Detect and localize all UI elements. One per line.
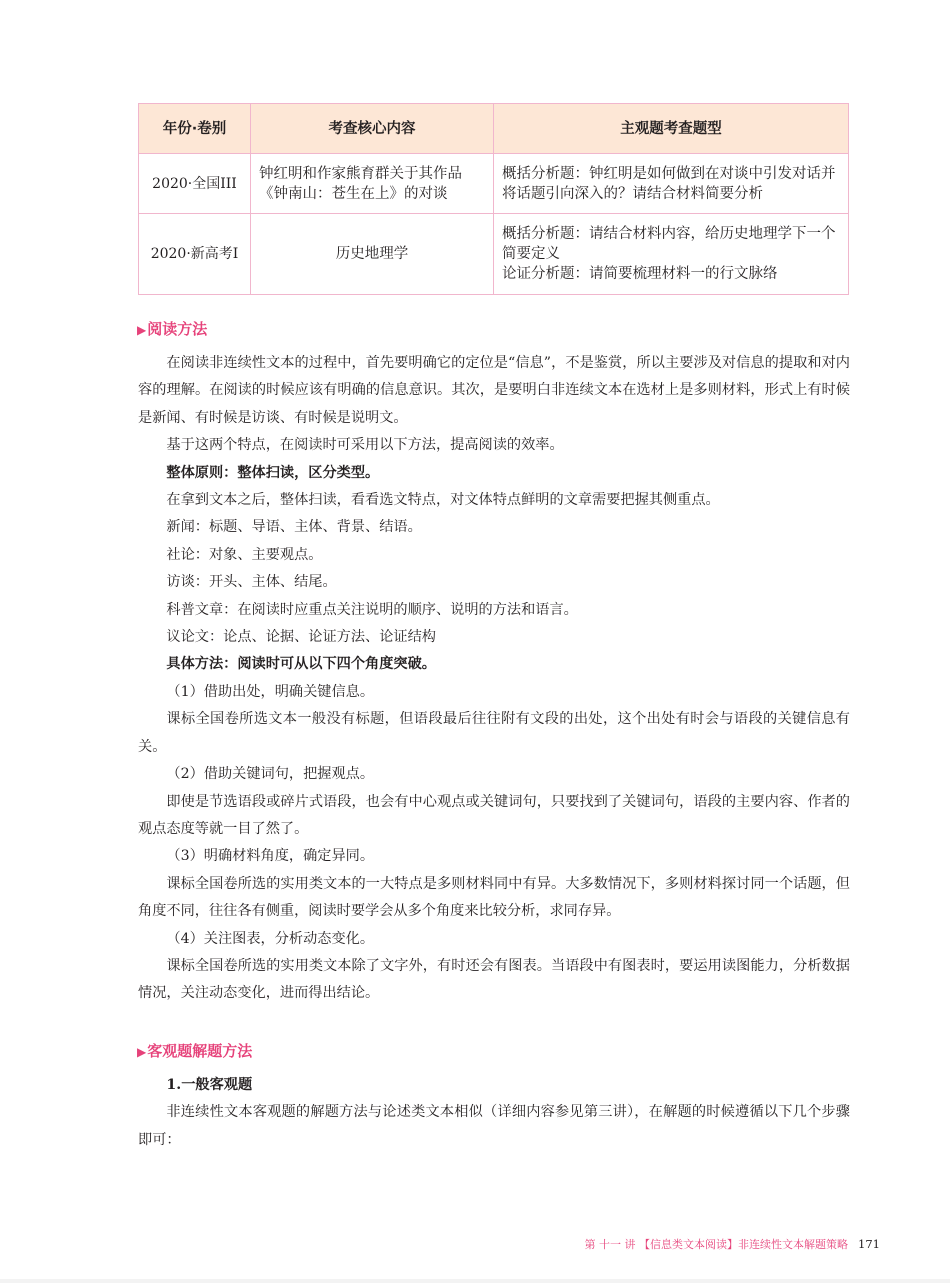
paragraph: （1）借助出处，明确关键信息。 — [166, 683, 375, 700]
table-cell-year: 2020·新高考I — [139, 214, 251, 295]
table-cell-questions — [494, 154, 849, 214]
section-body — [138, 350, 850, 1008]
section-heading-text: 客观题解题方法 — [147, 1042, 253, 1060]
table-header-cell: 考查核心内容 — [251, 104, 494, 154]
triangle-marker-icon: ▶ — [137, 323, 147, 337]
paragraph: 科普文章：在阅读时应重点关注说明的顺序、说明的方法和语言。 — [166, 601, 578, 618]
paragraph-bold: 整体原则：整体扫读，区分类型。 — [166, 464, 380, 481]
table-cell-questions — [494, 214, 849, 295]
page-number: 171 — [858, 1237, 880, 1251]
paragraph: 社论：对象、主要观点。 — [166, 546, 323, 563]
table-row — [139, 214, 849, 295]
section-body — [138, 1072, 850, 1154]
paragraph: （3）明确材料角度，确定异同。 — [166, 848, 375, 865]
paragraph: 议论文：论点、论据、论证方法、论证结构 — [166, 629, 436, 646]
paragraph: 在拿到文本之后，整体扫读，看看选文特点，对文体特点鲜明的文章需要把握其侧重点。 — [166, 492, 720, 509]
table-header-cell: 主观题考查题型 — [494, 104, 849, 154]
paragraph: 课标全国卷所选的实用类文本除了文字外，有时还会有图表。当语段中有图表时，要运用读图能力，分析数据情况，关注动态变化，进而得出结论。 — [138, 957, 850, 1002]
paragraph: 课标全国卷所选的实用类文本的一大特点是多则材料同中有异。大多数情况下，多则材料探讨同一个话题，但角度不同，往往各有侧重，阅读时要学会从多个角度来比较分析，求同存异。 — [138, 875, 850, 920]
paragraph-bold: 具体方法：阅读时可从以下四个角度突破。 — [166, 656, 436, 673]
table-cell-content: 钟红明和作家熊育群关于其作品《钟南山：苍生在上》的对谈 — [251, 154, 494, 214]
table-cell-year: 2020·全国III — [139, 154, 251, 214]
bottom-divider — [0, 1279, 950, 1283]
question-line: 概括分析题：钟红明是如何做到在对谈中引发对话并将话题引向深入的？请结合材料简要分析 — [502, 165, 836, 202]
table-header-row — [139, 104, 849, 154]
paragraph: 在阅读非连续性文本的过程中，首先要明确它的定位是“信息”，不是鉴赏，所以主要涉及对信息的提取和对内容的理解。在阅读的时候应该有明确的信息意识。其次，是要明白非连续文本在选材上是多则材料，形式上有时候是新闻、有时候是访谈、有时候是说明文。 — [138, 355, 850, 426]
paragraph: 访谈：开头、主体、结尾。 — [166, 574, 337, 591]
section-heading-text: 阅读方法 — [147, 320, 208, 338]
paragraph: （4）关注图表，分析动态变化。 — [166, 930, 375, 947]
footer-running-title: 第 十一 讲 【信息类文本阅读】非连续性文本解题策略 — [584, 1238, 849, 1251]
paragraph: 新闻：标题、导语、主体、背景、结语。 — [166, 519, 422, 536]
paragraph: 课标全国卷所选文本一般没有标题，但语段最后往往附有文段的出处，这个出处有时会与语段的关键信息有关。 — [138, 711, 850, 755]
paragraph: 即使是节选语段或碎片式语段，也会有中心观点或关键词句，只要找到了关键词句，语段的主要内容、作者的观点态度等就一目了然了。 — [138, 793, 850, 837]
subheading: 1.一般客观题 — [166, 1077, 253, 1093]
paragraph: （2）借助关键词句，把握观点。 — [166, 766, 375, 783]
table-cell-content: 历史地理学 — [251, 214, 494, 295]
table-row — [139, 154, 849, 214]
section-heading — [137, 1040, 252, 1061]
section-heading — [137, 318, 207, 339]
question-line: 概括分析题：请结合材料内容，给历史地理学下一个简要定义 — [502, 226, 836, 262]
table-header-cell: 年份·卷别 — [139, 104, 251, 154]
page-footer — [585, 1236, 880, 1252]
paragraph: 基于这两个特点，在阅读时可采用以下方法，提高阅读的效率。 — [166, 437, 564, 454]
paragraph: 非连续性文本客观题的解题方法与论述类文本相似（详细内容参见第三讲），在解题的时候遵循以下几个步骤即可： — [138, 1104, 850, 1148]
exam-table — [138, 103, 849, 295]
question-line: 论证分析题：请简要梳理材料一的行文脉络 — [502, 266, 778, 282]
triangle-marker-icon: ▶ — [137, 1045, 147, 1059]
